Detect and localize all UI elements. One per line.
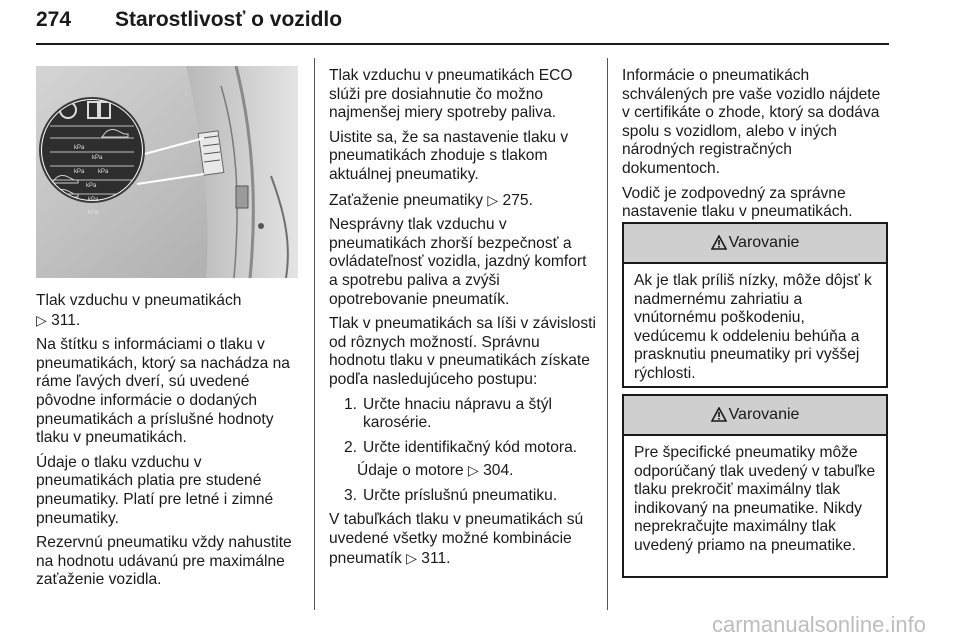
step-sub-reference (357, 461, 597, 481)
column-right (622, 67, 890, 228)
label-text-row: kPa (92, 155, 103, 161)
warning-text: Ak je tlak príliš nízky, môže dôjsť k nadmernému zahriatiu a vnútornému poškodeniu, vedúcemu k oddeleniu behúňa a prasknutiu pneumatiky pri vyššej rýchlosti. (634, 272, 872, 382)
paragraph (329, 511, 597, 568)
step-number: 3. (343, 486, 357, 504)
label-text-row: kPa (88, 197, 99, 203)
column-left (36, 292, 301, 596)
warning-header (624, 396, 886, 436)
header-rule (36, 43, 889, 45)
ref-arrow-icon: ▷ (487, 191, 499, 208)
paragraph: Tlak v pneumatikách sa líši v závislosti od rôznych možností. Správnu hodnotu tlaku v pneumatikách získate podľa nasledujúceho postupu: (329, 315, 596, 388)
paragraph (329, 191, 597, 211)
paragraph-text: V tabuľkách tlaku v pneumatikách sú uvedené všetky možné kombinácie pneumatík (329, 511, 584, 567)
label-text-row: kPa (74, 169, 85, 175)
step-text: Určte identifikačný kód motora. (363, 438, 578, 456)
list-item (329, 439, 597, 458)
warning-box (622, 222, 888, 388)
paragraph: Vodič je zodpovedný za správne nastavenie tlaku v pneumatikách. (622, 184, 853, 221)
paragraph: Tlak vzduchu v pneumatikách ECO slúži pre dosiahnutie čo možno najmenšej miery spotreby paliva. (329, 67, 573, 122)
paragraph: Nesprávny tlak vzduchu v pneumatikách zhorší bezpečnosť a ovládateľnosť vozidla, jazdný komfort a spotrebu paliva a zvýši opotrebovanie pneumatík. (329, 216, 587, 308)
step-number: 2. (343, 438, 357, 456)
column-middle (329, 67, 597, 574)
paragraph: Rezervnú pneumatiku vždy nahustite na hodnotu udávanú pre maximálne zaťaženie vozidla. (36, 534, 292, 589)
warning-triangle-icon (711, 235, 727, 251)
warning-box (622, 394, 888, 578)
page-title: Starostlivosť o vozidlo (115, 8, 343, 31)
step-number: 1. (343, 395, 357, 413)
paragraph: Informácie o pneumatikách schválených pre vaše vozidlo nájdete v certifikáte o zhode, ktorý sa dodáva spolu s vozidlom, alebo v iných národných registračných dokumentoch. (622, 67, 881, 177)
paragraph: Údaje o tlaku vzduchu v pneumatikách platia pre studené pneumatiky. Platí pre letné i zimné pneumatiky. (36, 453, 274, 527)
column-divider (314, 58, 315, 610)
page-reference[interactable]: 311. (421, 549, 451, 567)
step-text: Určte hnaciu nápravu a štýl karosérie. (363, 395, 552, 432)
warning-triangle-icon (711, 407, 727, 423)
label-text-row: kPa (86, 183, 97, 189)
tire-pressure-label-illustration (36, 66, 298, 278)
warning-header (624, 224, 886, 264)
ref-arrow-icon: ▷ (406, 549, 417, 566)
list-item (329, 396, 597, 433)
paragraph: Uistite sa, že sa nastavenie tlaku v pneumatikách zhoduje s tlakom aktuálnej pneumatiky. (329, 128, 569, 183)
ref-arrow-icon: ▷ (467, 462, 479, 479)
paragraph-text: Tlak vzduchu v pneumatikách (36, 292, 242, 309)
paragraph-text: Zaťaženie pneumatiky (329, 191, 484, 209)
label-text-row: kPa (74, 145, 85, 151)
page-number: 274 (36, 8, 72, 31)
page-reference[interactable]: 311. (51, 311, 81, 329)
ref-arrow-icon: ▷ (36, 311, 47, 328)
watermark: carmanualsonline.info (711, 612, 926, 637)
paragraph (36, 292, 301, 330)
paragraph: Na štítku s informáciami o tlaku v pneumatikách, ktorý sa nachádza na ráme ľavých dverí, sú uvedené pôvodne informácie o dodaných pneumatikách a príslušné hodnoty tlaku v pneumatikách. (36, 336, 290, 447)
page-reference[interactable]: 275. (502, 191, 533, 209)
label-text-row: kPa (88, 210, 99, 216)
list-item (329, 487, 597, 506)
page-reference[interactable]: 304. (483, 462, 514, 480)
step-text: Určte príslušnú pneumatiku. (363, 486, 558, 504)
label-text-row: kPa (98, 169, 109, 175)
column-divider (607, 58, 608, 610)
paragraph-text: Údaje o motore (357, 462, 464, 480)
warning-title: Varovanie (728, 234, 800, 251)
warning-text: Pre špecifické pneumatiky môže odporúčaný tlak uvedený v tabuľke tlaku prekročiť maximálny tlak indikovaný na pneumatike. Nikdy neprekračujte maximálny tlak uvedený priamo na pneumatike. (634, 444, 876, 554)
warning-title: Varovanie (728, 406, 800, 423)
procedure-steps (329, 396, 597, 506)
